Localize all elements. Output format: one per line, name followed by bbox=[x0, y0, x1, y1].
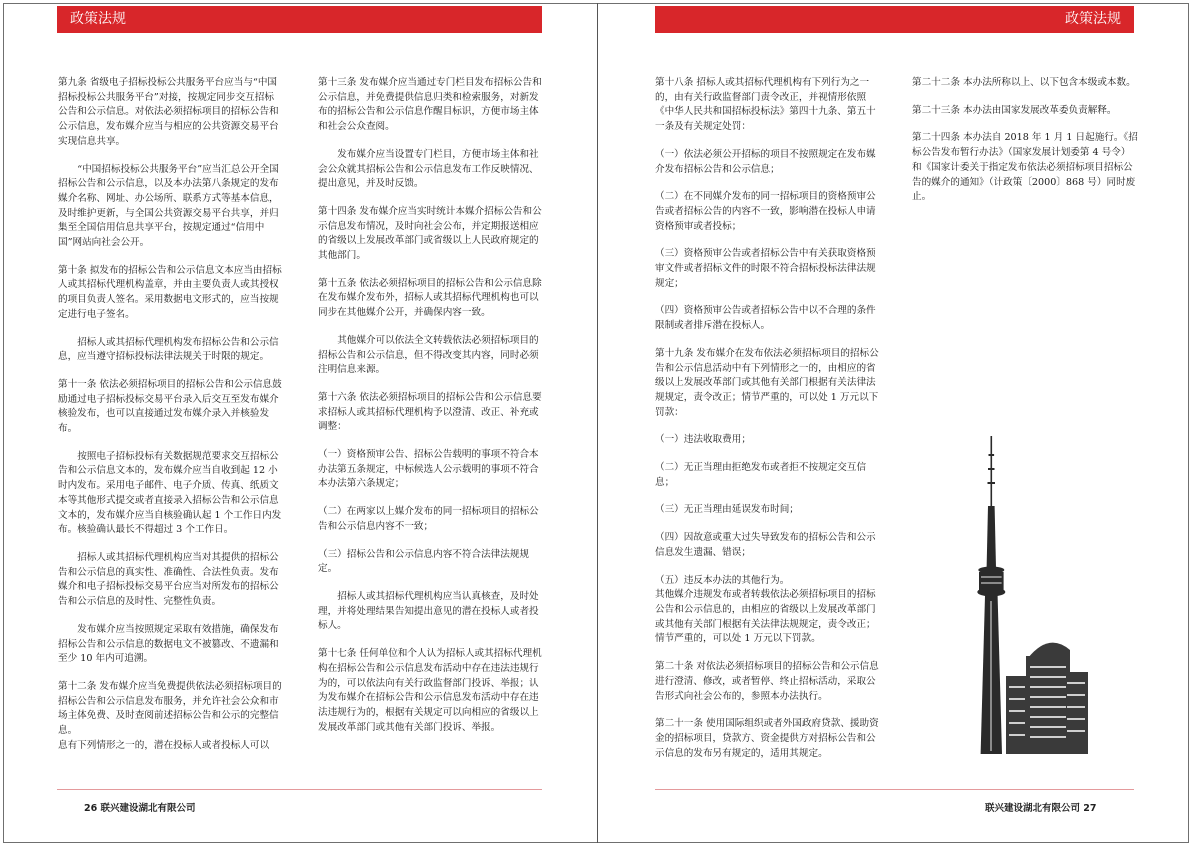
footer-rule-left bbox=[57, 789, 542, 790]
paragraph: （二）无正当理由拒绝发布或者拒不按规定交互信息； bbox=[655, 462, 867, 488]
paragraph: 其他媒介违规发布或者转载依法必须招标项目的招标公告和公示信息的，由相应的省级以上发展改革部门或其他有关部门根据有关法律法规规定，责令改正；情节严重的，可以处 1 万元以下罚款。 bbox=[655, 589, 876, 645]
paragraph: （三）招标公告和公示信息内容不符合法律法规规定。 bbox=[318, 548, 530, 575]
paragraph: 第十条 拟发布的招标公告和公示信息文本应当由招标人或其招标代理机构盖章，并由主要负责人或其授权的项目负责人签名。采用数据电文形式的，应当按规定进行电子签名。 bbox=[58, 264, 282, 320]
paragraph: （二）在不同媒介发布的同一招标项目的资格预审公告或者招标公告的内容不一致，影响潜在投标人申请资格预审或者投标； bbox=[655, 191, 876, 232]
paragraph: 第十一条 依法必须招标项目的招标公告和公示信息鼓励通过电子招标投标交易平台录入后交互至发布媒介核验发布，也可以直接通过发布媒介录入并核验发布。 bbox=[58, 378, 282, 435]
paragraph: （三）资格预审公告或者招标公告中有关获取资格预审文件或者招标文件的时限不符合招标投标法律法规规定； bbox=[655, 248, 876, 289]
page-spine bbox=[597, 3, 598, 843]
paragraph: 第十四条 发布媒介应当实时统计本媒介招标公告和公示信息发布情况，及时向社会公布，并定期报送相应的省级以上发展改革部门或省级以上人民政府规定的其他部门。 bbox=[318, 205, 542, 262]
header-title-right: 政策法规 bbox=[1065, 11, 1121, 27]
text-column-2 bbox=[318, 76, 544, 748]
paragraph: （一）资格预审公告、招标公告载明的事项不符合本办法第五条规定，中标候选人公示载明的事项不符合本办法第六条规定； bbox=[318, 449, 539, 490]
paragraph: 第二十二条 本办法所称以上、以下包含本级或本数。 bbox=[912, 77, 1136, 88]
paragraph: （四）资格预审公告或者招标公告中以不合理的条件限制或者排斥潜在投标人。 bbox=[655, 305, 876, 332]
header-bar-right bbox=[655, 6, 1134, 33]
text-column-3 bbox=[655, 76, 880, 774]
paragraph: 第二十一条 使用国际组织或者外国政府贷款、援助资金的招标项目，贷款方、资金提供方对招标公告和公示信息的发布另有规定的，适用其规定。 bbox=[655, 718, 879, 759]
paragraph: （一）依法必须公开招标的项目不按照规定在发布媒介发布招标公告和公示信息； bbox=[655, 148, 876, 175]
paragraph: 招标人或其招标代理机构发布招标公告和公示信息，应当遵守招标投标法律法规关于时限的规定。 bbox=[58, 336, 279, 363]
paragraph: 其他媒介可以依法全文转载依法必须招标项目的招标公告和公示信息，但不得改变其内容，同时必须注明信息来源。 bbox=[318, 334, 539, 376]
footer-left: 26 联兴建设湖北有限公司 bbox=[84, 803, 196, 814]
paragraph: （四）因故意或重大过失导致发布的招标公告和公示信息发生遗漏、错误； bbox=[655, 532, 876, 558]
paragraph: （五）违反本办法的其他行为。 bbox=[655, 574, 790, 586]
paragraph: （三）无正当理由延误发布时间； bbox=[655, 504, 799, 516]
footer-right: 联兴建设湖北有限公司 27 bbox=[985, 803, 1097, 814]
tower-illustration bbox=[968, 436, 1088, 754]
paragraph: （二）在两家以上媒介发布的同一招标项目的招标公告和公示信息内容不一致； bbox=[318, 506, 539, 532]
text-column-1 bbox=[58, 76, 282, 766]
paragraph: 第二十四条 本办法自 2018 年 1 月 1 日起施行。《招标公告发布暂行办法》（国家发展计划委第 4 号令）和《国家计委关于指定发布依法必须招标项目招标公告的媒介的通知》（计政策〔2000〕868 号）同时废止。 bbox=[912, 132, 1138, 203]
paragraph: 第十七条 任何单位和个人认为招标人或其招标代理机构在招标公告和公示信息发布活动中存在违法违规行为的，可以依法向有关行政监督部门投诉、举报；认为发布媒介在招标公告和公示信息发布活动中存在违法违规行为的，根据有关规定可以向相应的省级以上发展改革部门或其他有关部门投诉、举报。 bbox=[318, 648, 542, 733]
paragraph: 第十五条 依法必须招标项目的招标公告和公示信息除在发布媒介发布外，招标人或其招标代理机构也可以同步在其他媒介公开，并确保内容一致。 bbox=[318, 277, 542, 319]
paragraph: “中国招标投标公共服务平台”应当汇总公开全国招标公告和公示信息，以及本办法第八条规定的发布媒介名称、网址、办公场所、联系方式等基本信息，及时维护更新，与全国公共资源交易平台共享，并归集至全国信用信息共享平台，按规定通过“信用中国”网站向社会公开。 bbox=[58, 163, 279, 249]
paragraph: 第十三条 发布媒介应当通过专门栏目发布招标公告和公示信息，并免费提供信息归类和检索服务，对新发布的招标公告和公示信息作醒目标识，方便市场主体和社会公众查阅。 bbox=[318, 77, 542, 133]
paragraph: 第十二条 发布媒介应当免费提供依法必须招标项目的招标公告和公示信息发布服务，并允许社会公众和市场主体免费、及时查阅前述招标公告和公示的完整信息。 bbox=[58, 680, 282, 737]
paragraph: 第九条 省级电子招标投标公共服务平台应当与“中国招标投标公共服务平台”对接，按规定同步交互招标公告和公示信息。对依法必须招标项目的招标公告和公示信息，发布媒介应当与相应的公共资源交易平台实现信息共享。 bbox=[58, 77, 279, 147]
paragraph: 息有下列情形之一的，潜在投标人或者投标人可以 bbox=[58, 739, 270, 751]
paragraph: 第十六条 依法必须招标项目的招标公告和公示信息要求招标人或其招标代理机构予以澄清、改正、补充或调整： bbox=[318, 391, 542, 433]
paragraph: （一）违法收取费用； bbox=[655, 434, 751, 446]
paragraph: 发布媒介应当按照规定采取有效措施，确保发布招标公告和公示信息的数据电文不被篡改、不遗漏和至少 10 年内可追溯。 bbox=[58, 623, 279, 665]
paragraph: 第十八条 招标人或其招标代理机构有下列行为之一的，由有关行政监督部门责令改正，并视情形依照《中华人民共和国招标投标法》第四十九条、第五十一条及有关规定处罚： bbox=[655, 77, 876, 133]
paragraph: 第二十三条 本办法由国家发展改革委负责解释。 bbox=[912, 104, 1117, 116]
paragraph: 按照电子招标投标有关数据规范要求交互招标公告和公示信息文本的，发布媒介应当自收到起 12 小时内发布。采用电子邮件、电子介质、传真、纸质文本等其他形式提交或者直接录入招标公告和公示信息文本的，发布媒介应当自核验确认起 1 个工作日内发布。核验确认最长不得超过 3 个工作日。 bbox=[58, 450, 282, 536]
paragraph: 招标人或其招标代理机构应当对其提供的招标公告和公示信息的真实性、准确性、合法性负责。发布媒介和电子招标投标交易平台应当对所发布的招标公告和公示信息的及时性、完整性负责。 bbox=[58, 551, 279, 608]
header-bar-left bbox=[57, 6, 542, 33]
text-column-4 bbox=[912, 76, 1140, 218]
paragraph: 第十九条 发布媒介在发布依法必须招标项目的招标公告和公示信息活动中有下列情形之一的，由相应的省级以上发展改革部门或其他有关部门根据有关法律法规规定，责令改正；情节严重的，可以处 1 万元以下罚款： bbox=[655, 347, 879, 418]
header-title-left: 政策法规 bbox=[70, 11, 126, 27]
footer-rule-right bbox=[655, 789, 1134, 790]
paragraph: 招标人或其招标代理机构应当认真核查，及时处理，并将处理结果告知提出意见的潜在投标人或者投标人。 bbox=[318, 590, 539, 632]
paragraph: 第二十条 对依法必须招标项目的招标公告和公示信息进行澄清、修改，或者暂停、终止招标活动，采取公告形式向社会公布的，参照本办法执行。 bbox=[655, 661, 879, 702]
paragraph: 发布媒介应当设置专门栏目，方便市场主体和社会公众就其招标公告和公示信息发布工作反映情况、提出意见，并及时反馈。 bbox=[318, 148, 539, 190]
